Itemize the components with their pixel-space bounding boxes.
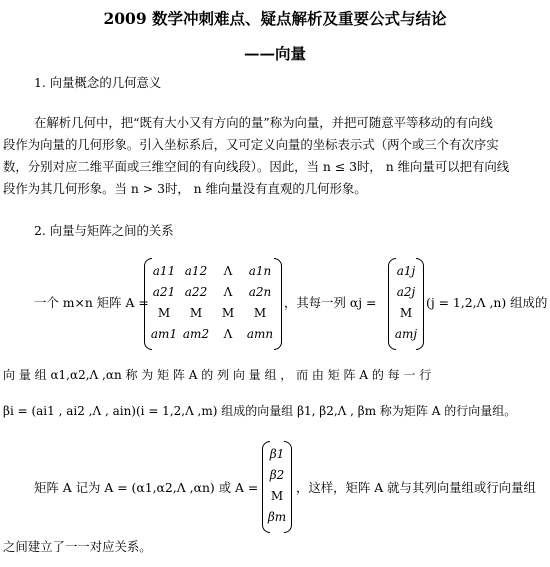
section1-line-1: 在解析几何中，把“既有大小又有方向的量”称为向量，并把可随意平等移动的有向线 xyxy=(34,115,493,130)
matrix-cell: a1n xyxy=(248,264,272,278)
document-subtitle: ——向量 xyxy=(243,44,306,63)
column-vector xyxy=(388,258,424,350)
beta-cell: β1 xyxy=(269,447,285,461)
matrix-cell: a2n xyxy=(248,285,272,299)
section2-heading: 2. 向量与矩阵之间的关系 xyxy=(34,223,174,238)
matrix-intro: 一个 m×n 矩阵 A = xyxy=(34,295,149,310)
column-cell: a1j xyxy=(396,264,416,278)
matrix-cell: a12 xyxy=(184,264,208,278)
matrix-cell: Λ xyxy=(223,327,233,341)
beta-vector xyxy=(262,441,292,533)
matrix-cell: a21 xyxy=(152,285,176,299)
matrix-cell: Λ xyxy=(223,264,233,278)
matrix-cell: M xyxy=(157,306,171,320)
matrix-cell: Λ xyxy=(223,285,233,299)
matrix-cell: a22 xyxy=(184,285,208,299)
matrix-cell: am1 xyxy=(150,327,178,341)
matrix-cell: M xyxy=(221,306,235,320)
section1-line-3: 数，分别对应二维平面或三维空间的有向线段）。因此，当 n ≤ 3时， n 维向量可以把有向线 xyxy=(3,159,510,174)
matrix-cell: M xyxy=(253,306,267,320)
column-cell: M xyxy=(399,306,413,320)
column-cell: a2j xyxy=(396,285,416,299)
row-vector-group-line: βi = (ai1 , ai2 ,Λ , ain)(i = 1,2,Λ ,m) 组成的向量组 β1, β2,Λ , βm 称为矩阵 A 的行向量组。 xyxy=(3,404,517,418)
record-line: 矩阵 A 记为 A = (α1,α2,Λ ,αn) 或 A = xyxy=(34,480,259,495)
matrix-right-bracket xyxy=(274,258,282,350)
matrix-cell: a11 xyxy=(152,264,176,278)
record-line-tail: ，这样，矩阵 A 就与其列向量组或行向量组 xyxy=(296,480,536,495)
beta-cell: β2 xyxy=(269,468,285,482)
matrix-cell: am2 xyxy=(182,327,210,341)
matrix-cell: amn xyxy=(246,327,274,341)
section1-line-4: 段作为其几何形象。当 n > 3时， n 维向量没有直观的几何形象。 xyxy=(3,181,367,196)
document-title: 2009 数学冲刺难点、疑点解析及重要公式与结论 xyxy=(103,9,447,28)
section1-line-2: 段作为向量的几何形象。引入坐标系后，又可定义向量的坐标表示式（两个或三个有次序实 xyxy=(3,137,499,152)
column-cell: amj xyxy=(394,327,418,341)
section1-heading: 1. 向量概念的几何意义 xyxy=(34,75,162,90)
beta-cell: M xyxy=(270,489,284,503)
column-vector-group-line: 向 量 组 α1,α2,Λ ,αn 称 为 矩 阵 A 的 列 向 量 组 ， 而 由 矩 阵 A 的 每 一 行 xyxy=(3,368,432,382)
matrix-cell: M xyxy=(189,306,203,320)
beta-cell: βm xyxy=(267,510,287,524)
matrix-a xyxy=(144,258,282,350)
column-tail: (j = 1,2,Λ ,n) 组成的 xyxy=(426,295,548,310)
last-line: 之间建立了一一对应关系。 xyxy=(3,539,152,554)
column-intro: ，其每一列 αj = xyxy=(284,295,377,310)
